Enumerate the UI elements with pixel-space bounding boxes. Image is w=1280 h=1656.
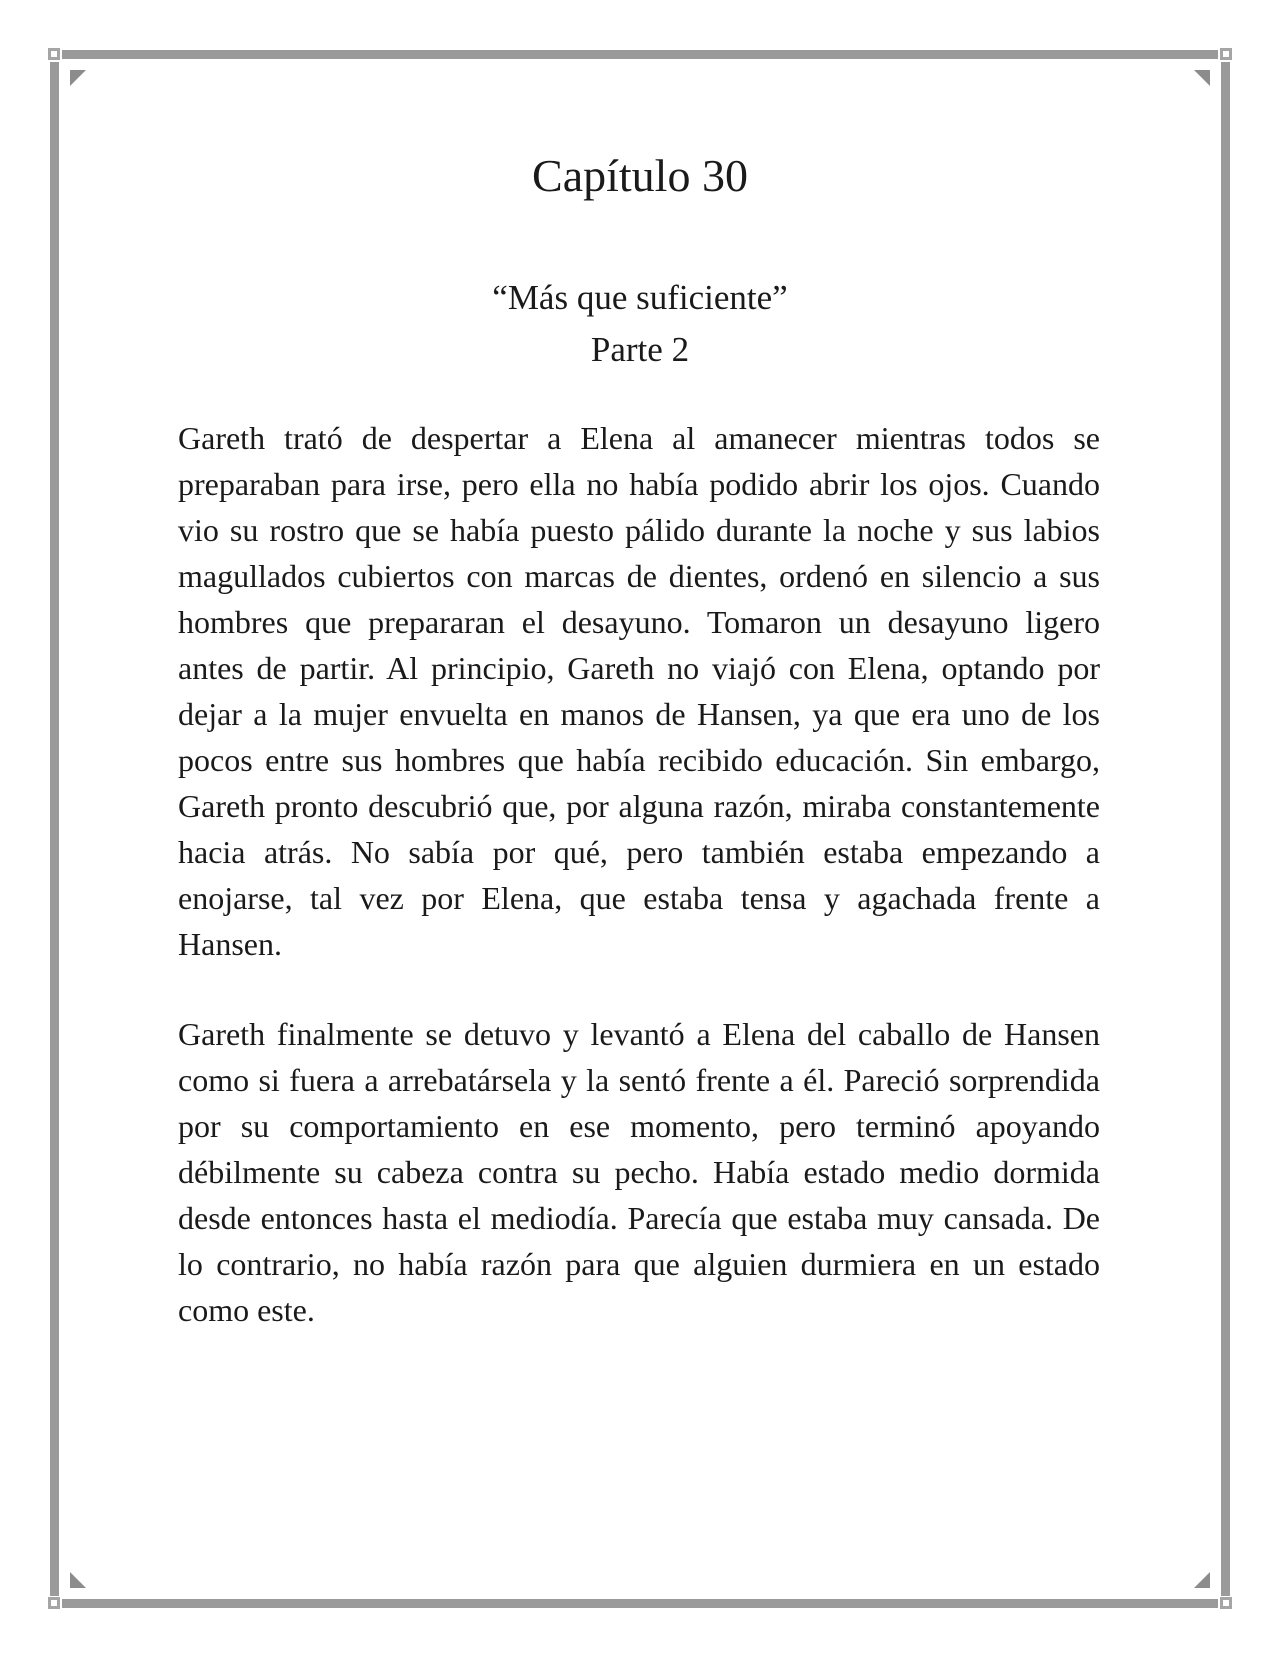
paragraph-1: Gareth trató de despertar a Elena al amanecer mientras todos se preparaban para irse, pero ella no había podido abrir los ojos. Cuando vio su rostro que se había puesto pálido durante la noche y sus labios magullados cubiertos con marcas de dientes, ordenó en silencio a sus hombres que prepararan el desayuno. Tomaron un desayuno ligero antes de partir. Al principio, Gareth no viajó con Elena, optando por dejar a la mujer envuelta en manos de Hansen, ya que era uno de los pocos entre sus hombres que había recibido educación. Sin embargo, Gareth pronto descubrió que, por alguna razón, miraba constantemente hacia atrás. No sabía por qué, pero también estaba empezando a enojarse, tal vez por Elena, que estaba tensa y agachada frente a Hansen.: [178, 420, 1100, 962]
chapter-title: Capítulo 30: [532, 150, 748, 201]
corner-ornament-top-left: [48, 48, 60, 60]
corner-triangle-top-right: [1194, 70, 1210, 86]
paragraph-2: Gareth finalmente se detuvo y levantó a Elena del caballo de Hansen como si fuera a arrebatársela y la sentó frente a él. Pareció sorprendida por su comportamiento en ese momento, pero terminó apoyando débilmente su cabeza contra su pecho. Había estado medio dormida desde entonces hasta el mediodía. Parecía que estaba muy cansada. De lo contrario, no había razón para que alguien durmiera en un estado como este.: [178, 1016, 1100, 1328]
corner-ornament-top-right: [1220, 48, 1232, 60]
corner-triangle-bottom-left: [70, 1572, 86, 1588]
body-text: [178, 415, 1100, 1333]
subtitle-line-2: Parte 2: [590, 330, 690, 369]
corner-ornament-bottom-right: [1220, 1597, 1232, 1609]
corner-ornament-bottom-left: [48, 1597, 60, 1609]
corner-triangle-top-left: [70, 70, 86, 86]
frame-border-top: [62, 50, 1218, 59]
chapter-subtitle: [0, 272, 1280, 376]
subtitle-line-1: “Más que suficiente”: [492, 278, 788, 317]
corner-triangle-bottom-right: [1194, 1572, 1210, 1588]
frame-border-bottom: [62, 1599, 1218, 1608]
